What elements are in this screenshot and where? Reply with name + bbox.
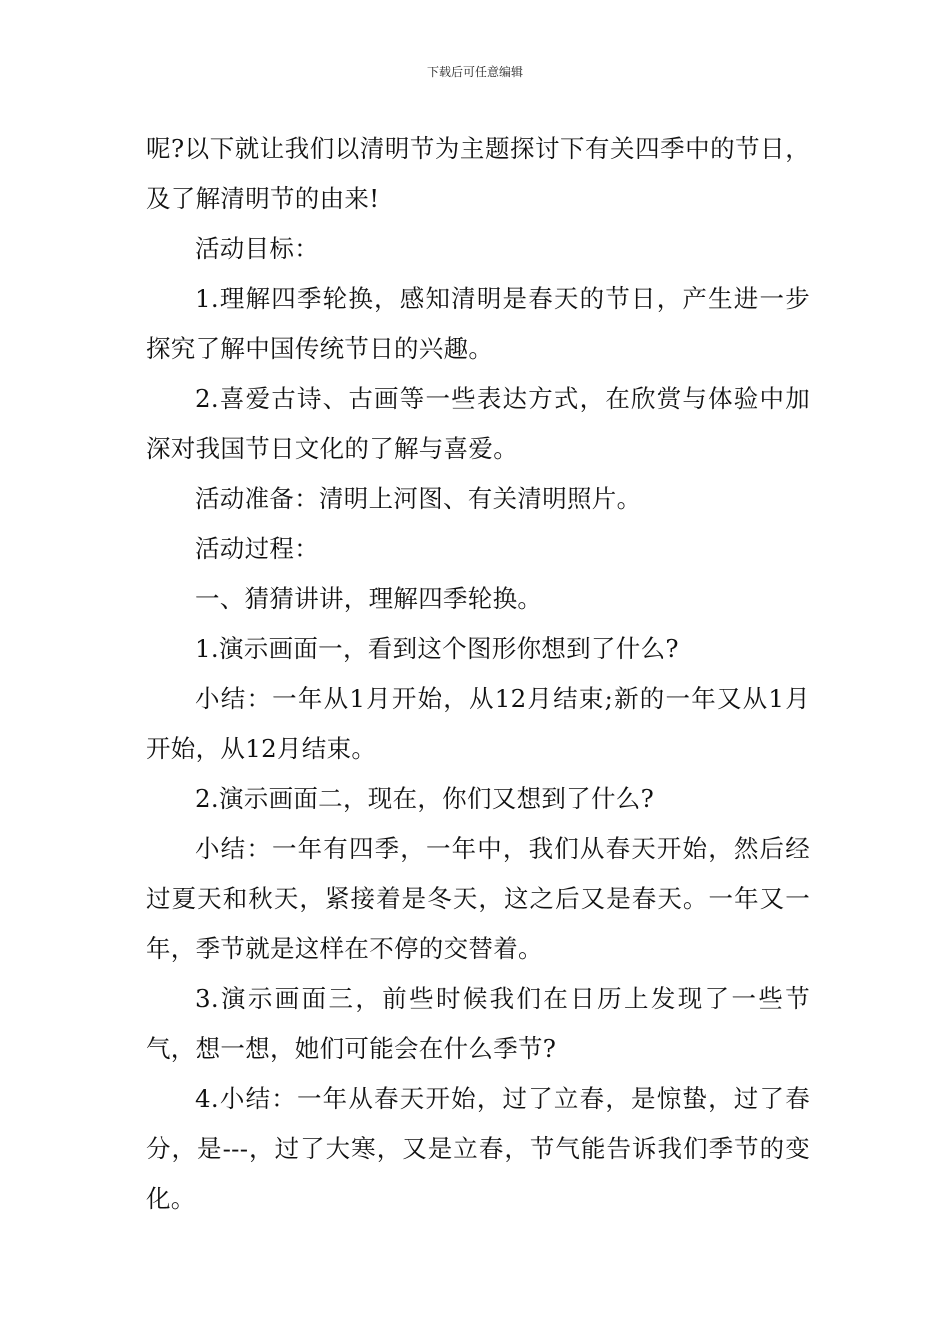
paragraph-intro: 呢?以下就让我们以清明节为主题探讨下有关四季中的节日，及了解清明节的由来! <box>146 134 810 213</box>
paragraph-goal-2: 2.喜爱古诗、古画等一些表达方式，在欣赏与体验中加深对我国节日文化的了解与喜爱。 <box>146 384 810 463</box>
paragraph-goals-heading: 活动目标： <box>195 234 319 263</box>
paragraph-preparation: 活动准备：清明上河图、有关清明照片。 <box>195 484 642 513</box>
paragraph-section-1: 一、猜猜讲讲，理解四季轮换。 <box>195 584 543 613</box>
paragraph-process-heading: 活动过程： <box>195 534 319 563</box>
paragraph-step-2: 2.演示画面二，现在，你们又想到了什么? <box>195 784 655 813</box>
document-body <box>146 124 810 1224</box>
paragraph-summary-1: 小结：一年从1月开始，从12月结束;新的一年又从1月开始，从12月结束。 <box>146 684 810 763</box>
paragraph-goal-1: 1.理解四季轮换，感知清明是春天的节日，产生进一步探究了解中国传统节日的兴趣。 <box>146 284 810 363</box>
paragraph-summary-2: 小结：一年有四季，一年中，我们从春天开始，然后经过夏天和秋天，紧接着是冬天，这之后又是春天。一年又一年，季节就是这样在不停的交替着。 <box>146 834 810 963</box>
paragraph-step-4: 4.小结：一年从春天开始，过了立春，是惊蛰，过了春分，是---，过了大寒，又是立春，节气能告诉我们季节的变化。 <box>146 1084 810 1213</box>
page-header-note: 下载后可任意编辑 <box>426 65 523 79</box>
paragraph-step-3: 3.演示画面三，前些时候我们在日历上发现了一些节气，想一想，她们可能会在什么季节? <box>146 984 810 1063</box>
paragraph-step-1: 1.演示画面一，看到这个图形你想到了什么? <box>195 634 679 663</box>
